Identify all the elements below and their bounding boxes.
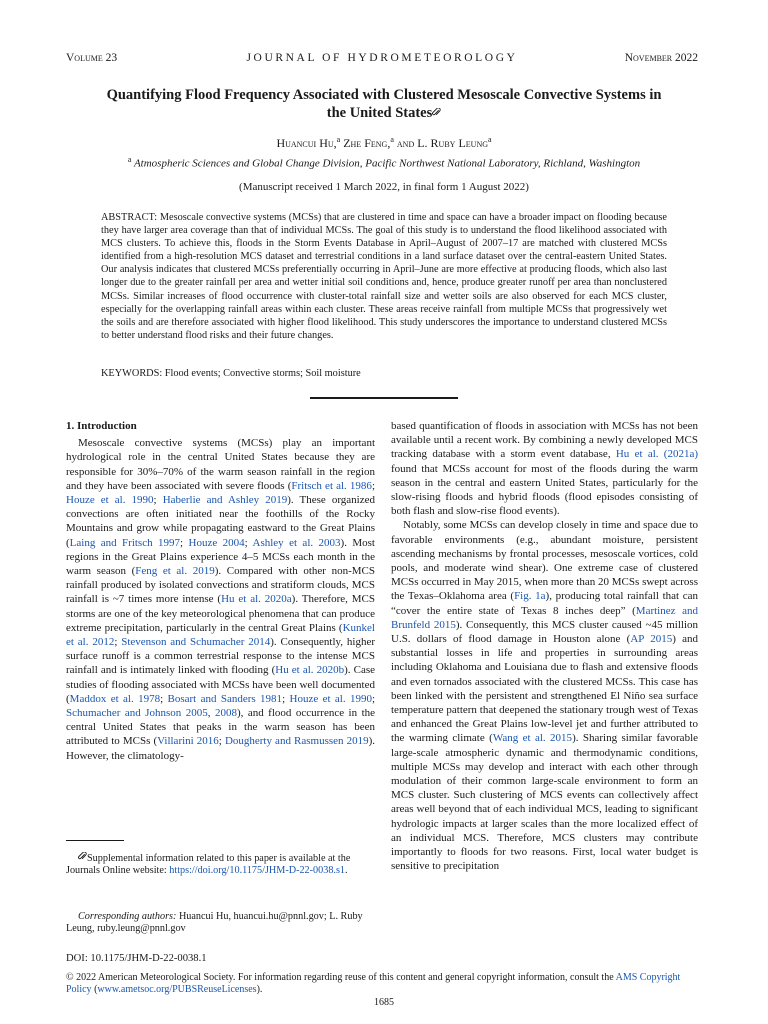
running-header bbox=[66, 52, 698, 68]
paragraph-text: ; bbox=[160, 692, 168, 705]
paragraph-text: ; bbox=[180, 536, 189, 549]
manuscript-dates: (Manuscript received 1 March 2022, in final form 1 August 2022) bbox=[239, 181, 529, 193]
paragraph bbox=[66, 436, 375, 763]
citation-link[interactable]: Dougherty and Rasmussen 2019 bbox=[224, 735, 369, 748]
journal-name: JOURNAL OF HYDROMETEOROLOGY bbox=[246, 52, 518, 64]
citation-link[interactable]: Martinez and Brunfeld 2015 bbox=[391, 604, 698, 631]
abstract: ABSTRACT: Mesoscale convective systems (MCSs) that are clustered in time and space can have a broader impact on flooding because they have larger area coverage than that of individual MCSs. The goal of this study is to understand the flood likelihood associated with MCS clusters. To achieve this, floods in the Storm Events Database in April–August of 2007–17 are matched with clustered MCSs identified from a high-resolution MCS dataset and terrestrial conditions in a land surface dataset over the central-eastern United States. Our analysis indicates that clustered MCSs preferentially occurring in April–June are more effective at producing floods, which also last longer due to the greater rainfall per area and wetter initial soil conditions and, hence, produce greater runoff per area than nonclustered MCSs. Similar increases of flood occurrence with cluster-total rainfall size and wetter soils are also observed for each MCS cluster, especially for the overlapping rainfall areas within each cluster. These areas receive rainfall from multiple MCSs that progressively wet the soils and are therefore associated with higher flood likelihood. This study underscores the importance to understand clustered MCSs to better understand flood risks and their future changes. bbox=[101, 212, 667, 341]
citation-link[interactable]: Feng et al. 2019 bbox=[135, 565, 215, 578]
citation-link[interactable]: Hu et al. (2021a) bbox=[615, 448, 699, 461]
section-heading: 1. Introduction bbox=[66, 420, 137, 432]
volume-label: Volume 23 bbox=[66, 52, 118, 64]
paragraph-text: ; bbox=[244, 536, 253, 549]
paragraph-text: ). Compared with other non-MCS rainfall produced by isolated convections and stratiform clouds, MCS rainfall is ~7 times more intense ( bbox=[66, 565, 375, 606]
left-column bbox=[66, 419, 375, 763]
citation-link[interactable]: Ashley et al. 2003 bbox=[252, 536, 341, 549]
citation-link[interactable]: Houze et al. 1990 bbox=[66, 494, 154, 507]
section-divider bbox=[310, 397, 458, 399]
copyright-policy-link[interactable]: AMS Copyright Policy bbox=[66, 972, 681, 996]
paragraph-text: based quantification of floods in association with MCSs has not been available until a recent work. By combining a newly developed MCS tracking database with a storm event database, bbox=[391, 420, 698, 461]
paragraph-text: found that MCSs account for most of the floods during the warm season in the central and eastern United States, particularly for the slow-rising floods and hybrid floods (flood episodes consisting of both flash and slow-rise flood events). bbox=[391, 462, 698, 518]
paragraph-text: ). Therefore, MCS storms are one of the key meteorological phenomena that can produce extreme precipitation, particularly in the central Great Plains ( bbox=[66, 593, 375, 634]
copyright: © 2022 American Meteorological Society. For information regarding reuse of this content and general copyright information, consult the AMS Copyright Policy (www.ametsoc.org/PUBSReuseLicenses). bbox=[66, 972, 681, 996]
paragraph bbox=[391, 518, 698, 873]
citation-link[interactable]: Stevenson and Schumacher 2014 bbox=[121, 636, 271, 649]
paragraph-text: ; bbox=[114, 636, 122, 649]
paragraph-text: ). Consequently, this MCS cluster caused ~45 million U.S. dollars of flood damage in Houston alone ( bbox=[391, 618, 698, 646]
paragraph bbox=[391, 419, 698, 518]
citation-link[interactable]: Schumacher and Johnson 2005 bbox=[66, 707, 208, 720]
footnote-divider bbox=[66, 840, 124, 841]
supplement-footnote: Supplemental information related to this paper is available at the Journals Online website: https://doi.org/10.1175/JHM-D-22-0038.s1. bbox=[66, 853, 351, 877]
right-column bbox=[391, 419, 698, 874]
citation-link[interactable]: Laing and Fritsch 1997 bbox=[69, 536, 181, 549]
paragraph-text: ), producing total rainfall that can “cover the entire state of Texas 8 inches deep” ( bbox=[391, 590, 698, 617]
citation-link[interactable]: Houze 2004 bbox=[188, 536, 245, 549]
citation-link[interactable]: Kunkel et al. 2012 bbox=[66, 621, 375, 649]
citation-link[interactable]: Houze et al. 1990 bbox=[289, 692, 372, 705]
paragraph-text: Mesoscale convective systems (MCSs) play an important hydrological role in the central United States because they are responsible for 30%–70% of the warm season rainfall in the region and they have been associated with severe floods ( bbox=[66, 437, 375, 492]
paragraph-text: ). Consequently, higher surface runoff is a common terrestrial response to the intense MCS rainfall and is intimately linked with flooding ( bbox=[66, 636, 375, 677]
citation-link[interactable]: AP 2015 bbox=[630, 633, 673, 646]
citation-link[interactable]: Fig. 1a bbox=[514, 590, 546, 603]
paragraph-text: ). Case studies of flooding associated with MCSs have been well documented ( bbox=[66, 664, 375, 705]
affiliation: $^a$ Atmospheric Sciences and Global Change Division, Pacific Northwest National Laboratory, Richland, Washington bbox=[127, 155, 641, 170]
citation-link[interactable]: Wang et al. 2015 bbox=[492, 732, 573, 745]
author-list: Huancui Hu,$^a$ Zhe Feng,$^a$ and L. Ruby Leung$^a$ bbox=[276, 135, 492, 150]
doi: DOI: 10.1175/JHM-D-22-0038.1 bbox=[66, 953, 207, 964]
reuse-licenses-link[interactable]: www.ametsoc.org/PUBSReuseLicenses bbox=[97, 984, 257, 996]
supplement-link[interactable]: https://doi.org/10.1175/JHM-D-22-0038.s1 bbox=[169, 865, 346, 877]
paragraph-text: ), and flood occurrence in the central United States that peaks in the warm season has been attributed to MCSs ( bbox=[66, 707, 376, 748]
issue-date: November 2022 bbox=[624, 52, 698, 64]
citation-link[interactable]: Fritsch et al. 1986 bbox=[291, 479, 372, 492]
paragraph-text: ) and substantial losses in life and properties in surrounding areas including Oklahoma and Louisiana due to flash and extensive floods and even tornados associated with the clustered MCSs. This case has been linked with the persistent and strengthened El Niño sea surface temperature pattern that deepened the stationary trough west of Texas and enhanced the Great Plains low-level jet and further attributed to the warming climate ( bbox=[391, 633, 699, 745]
paperclip-icon bbox=[78, 852, 87, 861]
paragraph-text: ). These organized convections are often initiated near the foothills of the Rocky Mountains and grow while propagating eastward to the Great Plains ( bbox=[66, 494, 375, 549]
citation-link[interactable]: Haberlie and Ashley 2019 bbox=[162, 494, 288, 507]
paragraph-text: ; bbox=[153, 494, 163, 507]
corresponding-authors: Corresponding authors: Huancui Hu, huancui.hu@pnnl.gov; L. Ruby Leung, ruby.leung@pnnl.gov bbox=[66, 911, 363, 935]
citation-link[interactable]: Villarini 2016 bbox=[157, 735, 219, 748]
citation-link[interactable]: 2008 bbox=[214, 707, 237, 720]
paragraph-text: ). Most regions in the Great Plains experience 4–5 MCSs each month in the warm season ( bbox=[66, 536, 375, 578]
keywords: KEYWORDS: Flood events; Convective storms; Soil moisture bbox=[101, 368, 361, 379]
paragraph-text: ; bbox=[371, 692, 376, 705]
paragraph-text: ; bbox=[282, 692, 290, 705]
paperclip-icon[interactable] bbox=[432, 108, 441, 117]
citation-link[interactable]: Hu et al. 2020a bbox=[221, 593, 292, 606]
citation-link[interactable]: Maddox et al. 1978 bbox=[69, 692, 161, 705]
paper-title: Quantifying Flood Frequency Associated with Clustered Mesoscale Convective Systems in the United States bbox=[106, 87, 662, 121]
paragraph-text: Notably, some MCSs can develop closely in time and space due to favorable environments (e.g., abundant moisture, persistent ascending mechanisms by frontal processes, mesoscale vortices, cold pools, and moderate wind shear). One extreme case of clustered MCSs occurred in May 2015, when more than 20 MCSs swept across the Texas–Oklahoma area ( bbox=[391, 519, 698, 603]
paragraph-text: ). However, the climatology- bbox=[66, 735, 376, 762]
citation-link[interactable]: Hu et al. 2020b bbox=[275, 664, 345, 677]
citation-link[interactable]: Bosart and Sanders 1981 bbox=[167, 692, 283, 705]
page-number: 1685 bbox=[374, 997, 394, 1008]
paragraph-text: ). Sharing similar favorable large-scale atmospheric dynamic and thermodynamic conditions, multiple MCSs may develop and interact with each other through modulation of their common large-scale environment to form an MCS cluster. Such clustering of MCS events can collectively affect areas well beyond that of each individual MCS, leading to significant hydrologic impacts at larger scales than the more localized effect of an individual MCS. Therefore, MCS clusters may contribute importantly to floods for two reasons. First, local water budget is sensitive to precipitation bbox=[391, 732, 699, 873]
paragraph-text: , bbox=[207, 707, 215, 720]
paragraph-text: ; bbox=[218, 735, 225, 748]
paragraph-text: ; bbox=[371, 479, 375, 492]
